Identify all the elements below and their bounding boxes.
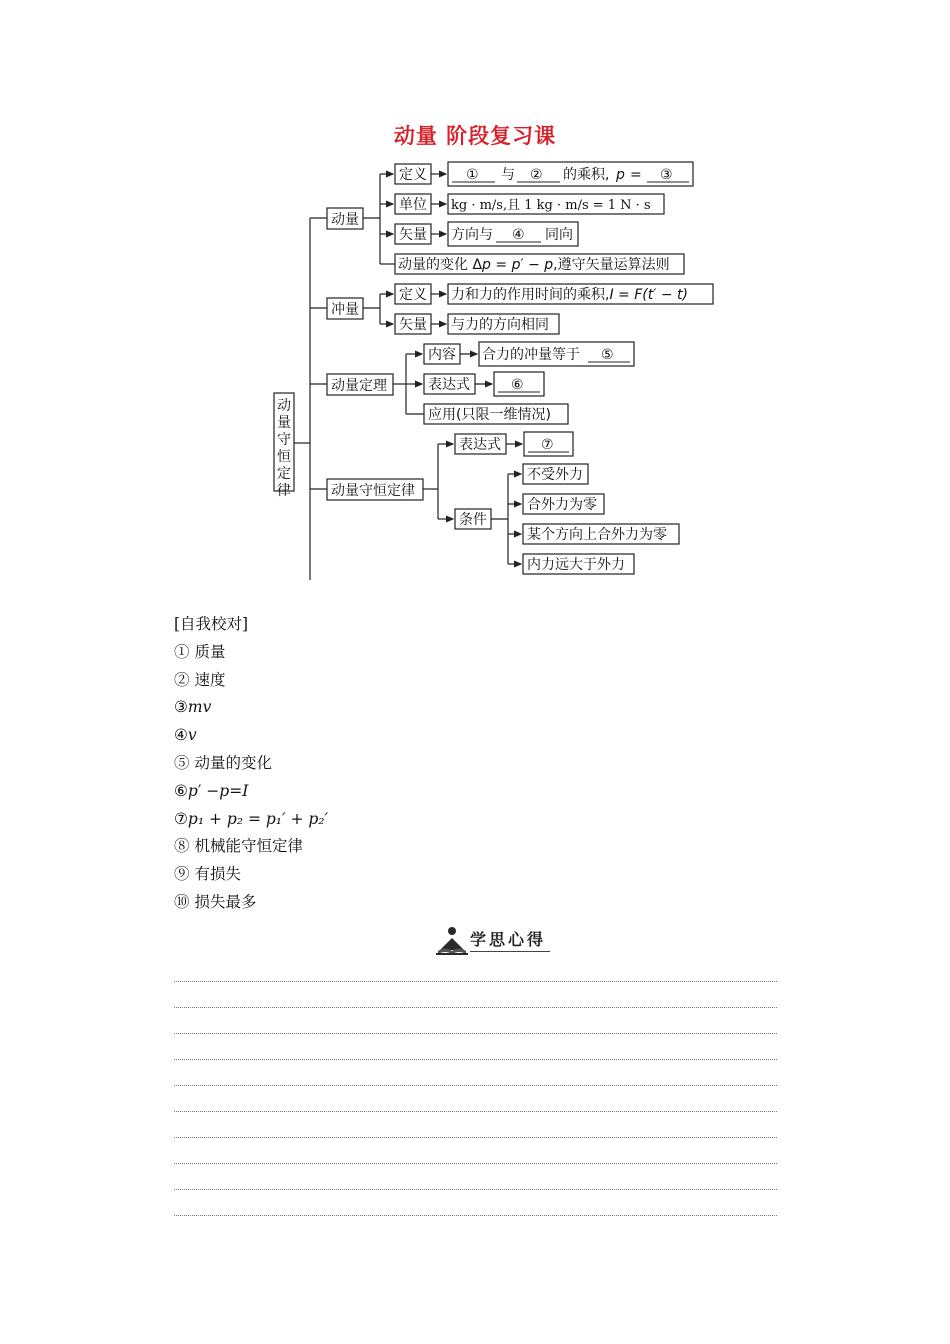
note-line xyxy=(174,1189,777,1215)
page-title: 动量 阶段复习课 xyxy=(393,124,557,148)
blank-1: ① xyxy=(466,167,479,183)
answer-10: ⑩ 损失最多 xyxy=(174,892,257,911)
momentum-unit: kg · m/s,且 1 kg · m/s = 1 N · s xyxy=(451,198,651,213)
vector-post: 同向 xyxy=(545,227,573,243)
root-char-6: 律 xyxy=(277,483,291,499)
root-char-4: 恒 xyxy=(277,449,291,465)
blank-4: ④ xyxy=(512,227,525,243)
impulse-vector-label: 矢量 xyxy=(399,317,427,333)
condition-4: 内力远大于外力 xyxy=(527,557,625,573)
theorem-expr-label: 表达式 xyxy=(428,377,470,393)
condition-2: 合外力为零 xyxy=(527,497,597,513)
momentum-unit-label: 单位 xyxy=(399,197,427,213)
answer-2: ② 速度 xyxy=(174,670,226,689)
impulse-label: 冲量 xyxy=(331,302,359,318)
note-line xyxy=(174,1033,777,1059)
conservation-cond-label: 条件 xyxy=(459,512,487,528)
note-line xyxy=(174,981,777,1007)
notes-heading-underline xyxy=(470,951,550,952)
blank-5: ⑤ xyxy=(601,347,614,363)
theorem-content: 合力的冲量等于 xyxy=(482,347,580,363)
answer-1: ① 质量 xyxy=(174,642,226,661)
conservation-expr-label: 表达式 xyxy=(459,437,501,453)
note-line xyxy=(174,1085,777,1111)
answer-3: ③mv xyxy=(174,698,212,717)
def-with: 与 xyxy=(501,167,515,183)
answer-6: ⑥p′ −p=I xyxy=(174,781,249,800)
answer-key xyxy=(174,611,328,917)
momentum-vector-label: 矢量 xyxy=(399,227,427,243)
impulse-vector: 与力的方向相同 xyxy=(451,317,549,333)
momentum-change: 动量的变化 Δp = p′ − p,遵守矢量运算法则 xyxy=(398,257,670,273)
answer-4: ④v xyxy=(174,726,197,745)
root-char-3: 守 xyxy=(277,432,291,448)
vector-pre: 方向与 xyxy=(451,227,493,243)
blank-3: ③ xyxy=(660,167,673,183)
root-char-1: 动 xyxy=(277,398,291,414)
condition-3: 某个方向上合外力为零 xyxy=(527,527,667,543)
answer-7: ⑦p₁ + p₂ = p₁′ + p₂′ xyxy=(174,809,329,828)
note-line xyxy=(174,1111,777,1137)
theorem-app: 应用(只限一维情况) xyxy=(428,407,551,423)
notes-lines xyxy=(174,981,777,1241)
def-mid: 的乘积, xyxy=(563,167,610,183)
note-line xyxy=(174,1137,777,1163)
def-p: p xyxy=(616,167,625,183)
answer-5: ⑤ 动量的变化 xyxy=(174,753,272,772)
root-char-2: 量 xyxy=(277,415,291,431)
concept-map xyxy=(0,0,950,600)
answer-header: [自我校对] xyxy=(174,615,249,633)
note-line xyxy=(174,1007,777,1033)
momentum-def-label: 定义 xyxy=(399,167,427,183)
conservation-label: 动量守恒定律 xyxy=(331,483,415,499)
momentum-label: 动量 xyxy=(331,212,359,228)
impulse-def: 力和力的作用时间的乘积,I = F(t′ − t) xyxy=(451,287,688,303)
answer-9: ⑨ 有损失 xyxy=(174,865,241,884)
condition-1: 不受外力 xyxy=(527,467,583,483)
blank-6: ⑥ xyxy=(511,377,524,393)
notes-heading: 学思心得 xyxy=(470,930,547,949)
note-line xyxy=(174,1163,777,1189)
theorem-label: 动量定理 xyxy=(331,378,387,394)
note-line xyxy=(174,1215,777,1241)
blank-7: ⑦ xyxy=(541,437,554,453)
def-eq: = xyxy=(630,167,642,183)
answer-8: ⑧ 机械能守恒定律 xyxy=(174,837,303,856)
blank-2: ② xyxy=(530,167,543,183)
theorem-content-label: 内容 xyxy=(428,347,456,363)
note-line xyxy=(174,1059,777,1085)
impulse-def-label: 定义 xyxy=(399,287,427,303)
root-char-5: 定 xyxy=(277,466,291,482)
